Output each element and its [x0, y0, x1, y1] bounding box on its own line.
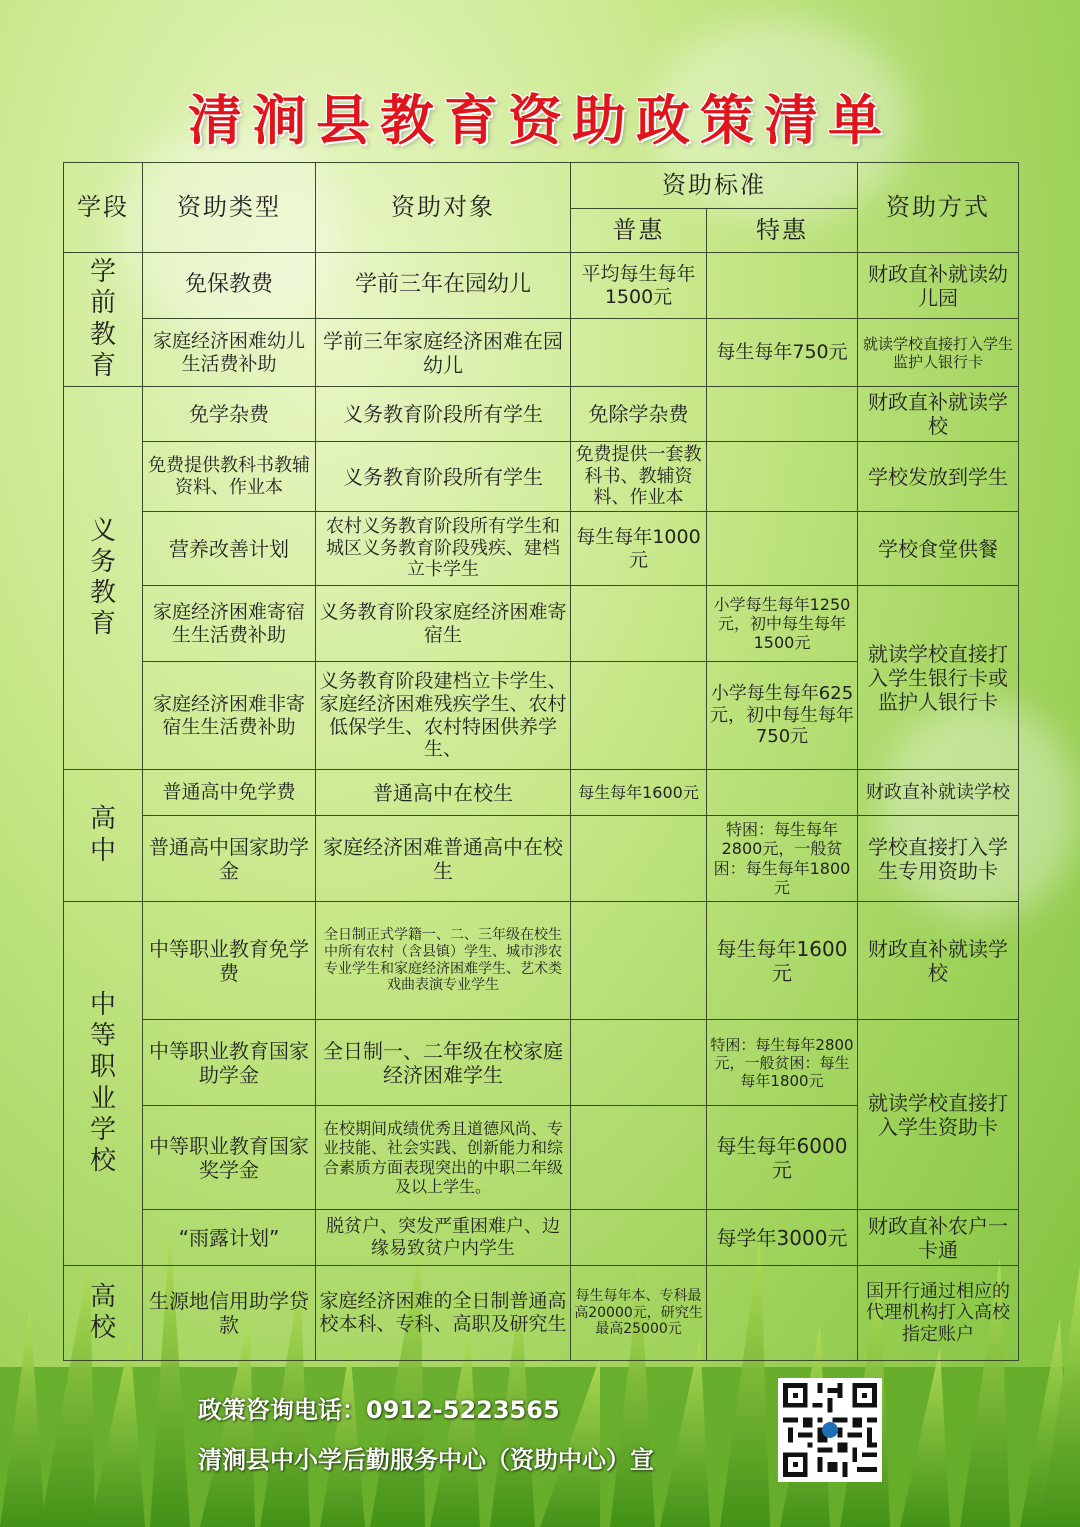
- aid-target: 家庭经济困难普通高中在校生: [316, 816, 571, 902]
- stage-compulsory: [64, 387, 143, 770]
- stage-char: 中: [89, 989, 116, 1020]
- aid-target: 义务教育阶段建档立卡学生、家庭经济困难残疾学生、农村低保学生、农村特困供养学生、: [316, 662, 571, 770]
- aid-method: 财政直补就读幼儿园: [858, 253, 1019, 319]
- aid-target: 义务教育阶段家庭经济困难寄宿生: [316, 586, 571, 662]
- aid-method: 就读学校直接打入学生监护人银行卡: [858, 319, 1019, 387]
- aid-general: 免除学杂费: [571, 387, 707, 442]
- stage-char: 务: [89, 546, 116, 577]
- table-row: [64, 1266, 1019, 1361]
- aid-target: 学前三年在园幼儿: [316, 253, 571, 319]
- page-title: 清涧县教育资助政策清单: [188, 88, 892, 152]
- stage-char: 学: [89, 257, 116, 288]
- aid-method: 学校食堂供餐: [858, 512, 1019, 586]
- aid-general: 每生每年1600元: [571, 770, 707, 816]
- aid-target: 全日制一、二年级在校家庭经济困难学生: [316, 1020, 571, 1106]
- aid-general: [571, 1210, 707, 1266]
- stage-char: 学: [89, 1114, 116, 1145]
- table-row: [64, 816, 1019, 902]
- aid-special: 小学每生每年1250元，初中每生每年1500元: [707, 586, 858, 662]
- aid-target: 全日制正式学籍一、二、三年级在校生中所有农村（含县镇）学生、城市涉农专业学生和家庭经济困难学生、艺术类戏曲表演专业学生: [316, 902, 571, 1020]
- aid-type: 营养改善计划: [143, 512, 316, 586]
- aid-type: 免学杂费: [143, 387, 316, 442]
- stage-char: 育: [89, 350, 116, 381]
- aid-special: 每生每年750元: [707, 319, 858, 387]
- stage-vocational: [64, 902, 143, 1266]
- policy-table: [63, 162, 1019, 1361]
- aid-special: [707, 253, 858, 319]
- header-type: 资助类型: [143, 163, 316, 253]
- aid-method: 学校发放到学生: [858, 442, 1019, 512]
- header-general: 普惠: [571, 209, 707, 253]
- aid-general: 平均每生每年1500元: [571, 253, 707, 319]
- table-row: [64, 253, 1019, 319]
- aid-method: 就读学校直接打入学生银行卡或监护人银行卡: [858, 586, 1019, 770]
- aid-type: 免保教费: [143, 253, 316, 319]
- aid-target: 义务教育阶段所有学生: [316, 442, 571, 512]
- stage-college: [64, 1266, 143, 1361]
- aid-general: 每生每年本、专科最高20000元，研究生最高25000元: [571, 1266, 707, 1361]
- aid-general: [571, 586, 707, 662]
- aid-special: [707, 770, 858, 816]
- consult-phone: 政策咨询电话：0912-5223565: [198, 1396, 560, 1424]
- aid-general: [571, 816, 707, 902]
- aid-type: “雨露计划”: [143, 1210, 316, 1266]
- stage-char: 高: [89, 804, 116, 835]
- aid-type: 家庭经济困难寄宿生生活费补助: [143, 586, 316, 662]
- aid-special: [707, 387, 858, 442]
- table-row: [64, 902, 1019, 1020]
- aid-special: 特困：每生每年2800元，一般贫困：每生每年1800元: [707, 1020, 858, 1106]
- aid-target: 在校期间成绩优秀且道德风尚、专业技能、社会实践、创新能力和综合素质方面表现突出的中职二年级及以上学生。: [316, 1106, 571, 1210]
- stage-char: 中: [89, 835, 116, 866]
- aid-target: 脱贫户、突发严重困难户、边缘易致贫户内学生: [316, 1210, 571, 1266]
- aid-method: 财政直补就读学校: [858, 387, 1019, 442]
- stage-high-school: [64, 770, 143, 902]
- aid-special: [707, 442, 858, 512]
- issuer-line: 清涧县中小学后勤服务中心（资助中心）宣: [198, 1446, 654, 1474]
- aid-type: 家庭经济困难非寄宿生生活费补助: [143, 662, 316, 770]
- aid-method: 就读学校直接打入学生资助卡: [858, 1020, 1019, 1210]
- aid-method: 财政直补就读学校: [858, 902, 1019, 1020]
- table-row: [64, 1020, 1019, 1106]
- aid-type: 普通高中免学费: [143, 770, 316, 816]
- aid-target: 学前三年家庭经济困难在园幼儿: [316, 319, 571, 387]
- aid-type: 普通高中国家助学金: [143, 816, 316, 902]
- stage-char: 职: [89, 1052, 116, 1083]
- aid-general: [571, 662, 707, 770]
- aid-type: 中等职业教育国家助学金: [143, 1020, 316, 1106]
- aid-target: 普通高中在校生: [316, 770, 571, 816]
- aid-special: 小学每生每年625元，初中每生每年750元: [707, 662, 858, 770]
- aid-target: 农村义务教育阶段所有学生和城区义务教育阶段残疾、建档立卡学生: [316, 512, 571, 586]
- stage-char: 校: [89, 1313, 116, 1343]
- aid-target: 家庭经济困难的全日制普通高校本科、专科、高职及研究生: [316, 1266, 571, 1361]
- aid-general: [571, 1106, 707, 1210]
- stage-char: 业: [89, 1083, 116, 1114]
- aid-type: 中等职业教育国家奖学金: [143, 1106, 316, 1210]
- aid-special: [707, 512, 858, 586]
- aid-type: 生源地信用助学贷款: [143, 1266, 316, 1361]
- aid-method: 学校直接打入学生专用资助卡: [858, 816, 1019, 902]
- qr-code-icon: [778, 1378, 882, 1482]
- stage-char: 教: [89, 578, 116, 608]
- aid-special: 每生每年1600元: [707, 902, 858, 1020]
- stage-char: 义: [89, 515, 116, 546]
- header-special: 特惠: [707, 209, 858, 253]
- aid-special: 特困：每生每年2800元，一般贫困：每生每年1800元: [707, 816, 858, 902]
- aid-general: [571, 902, 707, 1020]
- aid-general: 免费提供一套教科书、教辅资料、作业本: [571, 442, 707, 512]
- stage-char: 等: [89, 1021, 116, 1052]
- stage-char: 校: [89, 1145, 116, 1176]
- aid-special: 每生每年6000元: [707, 1106, 858, 1210]
- aid-type: 免费提供教科书教辅资料、作业本: [143, 442, 316, 512]
- stage-char: 教: [89, 319, 116, 350]
- table-row: [64, 319, 1019, 387]
- aid-general: 每生每年1000元: [571, 512, 707, 586]
- header-standard: 资助标准: [571, 163, 858, 209]
- header-target: 资助对象: [316, 163, 571, 253]
- table-row: [64, 770, 1019, 816]
- table-row: [64, 512, 1019, 586]
- aid-general: [571, 319, 707, 387]
- aid-target: 义务教育阶段所有学生: [316, 387, 571, 442]
- aid-type: 家庭经济困难幼儿生活费补助: [143, 319, 316, 387]
- aid-general: [571, 1020, 707, 1106]
- table-row: [64, 442, 1019, 512]
- stage-preschool: [64, 253, 143, 387]
- aid-method: 国开行通过相应的代理机构打入高校指定账户: [858, 1266, 1019, 1361]
- aid-method: 财政直补农户一卡通: [858, 1210, 1019, 1266]
- aid-special: [707, 1266, 858, 1361]
- stage-char: 高: [89, 1281, 116, 1312]
- table-row: [64, 387, 1019, 442]
- header-stage: 学段: [64, 163, 143, 253]
- stage-char: 育: [89, 609, 116, 640]
- aid-special: 每学年3000元: [707, 1210, 858, 1266]
- aid-method: 财政直补就读学校: [858, 770, 1019, 816]
- table-row: [64, 1210, 1019, 1266]
- header-method: 资助方式: [858, 163, 1019, 253]
- aid-type: 中等职业教育免学费: [143, 902, 316, 1020]
- stage-char: 前: [89, 288, 116, 319]
- table-row: [64, 586, 1019, 662]
